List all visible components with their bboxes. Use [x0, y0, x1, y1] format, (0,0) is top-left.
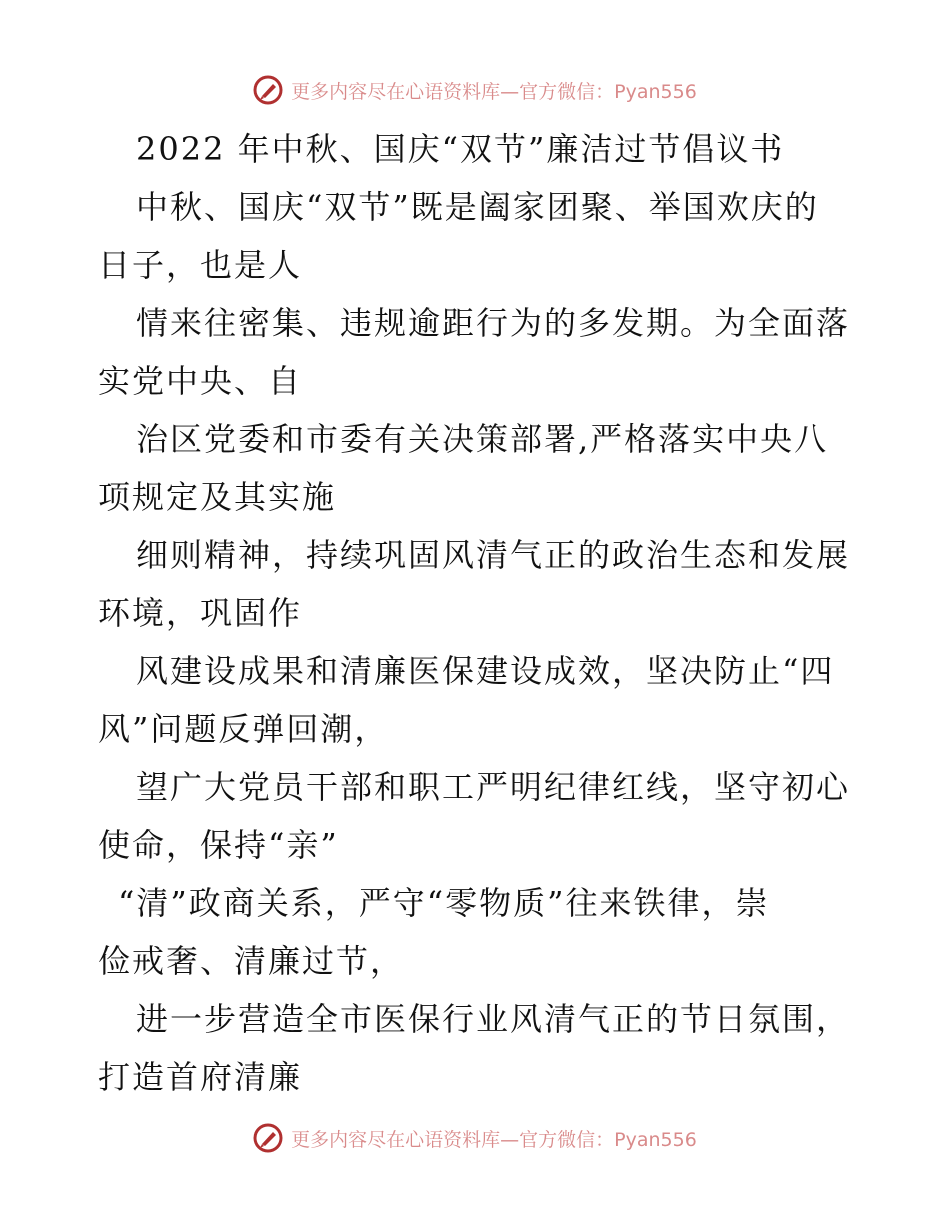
paragraph-line: 进一步营造全市医保行业风清气正的节日氛围，	[136, 1000, 851, 1038]
paragraph-line: 实党中央、自	[98, 362, 303, 400]
document-title: 2022 年中秋、国庆“双节”廉洁过节倡议书	[136, 130, 785, 168]
watermark-header	[0, 72, 950, 108]
paragraph-line: “清”政商关系，严守“零物质”往来铁律，崇	[118, 884, 770, 922]
paragraph-line: 俭戒奢、清廉过节，	[98, 942, 405, 980]
pen-circle-logo-icon	[253, 75, 283, 105]
paragraph-line: 日子，也是人	[98, 246, 303, 284]
paragraph-line: 治区党委和市委有关决策部署,严格落实中央八	[136, 420, 829, 458]
pen-circle-logo-icon	[253, 1123, 283, 1153]
document-body	[98, 120, 858, 1106]
paragraph-line: 中秋、国庆“双节”既是阖家团聚、举国欢庆的	[136, 188, 819, 226]
paragraph-line: 风”问题反弹回潮，	[98, 710, 389, 748]
paragraph-line: 情来往密集、违规逾距行为的多发期。为全面落	[136, 304, 851, 342]
paragraph-line: 打造首府清廉	[98, 1058, 303, 1096]
paragraph-line: 环境，巩固作	[98, 594, 303, 632]
paragraph-line: 项规定及其实施	[98, 478, 337, 516]
watermark-text: 更多内容尽在心语资料库—官方微信：Pyan556	[291, 1128, 697, 1151]
paragraph-line: 风建设成果和清廉医保建设成效，坚决防止“四	[136, 652, 835, 690]
paragraph-line: 望广大党员干部和职工严明纪律红线，坚守初心	[136, 768, 851, 806]
watermark-footer	[0, 1120, 950, 1156]
paragraph-line: 细则精神，持续巩固风清气正的政治生态和发展	[136, 536, 851, 574]
paragraph-line: 使命，保持“亲”	[98, 826, 339, 864]
watermark-text: 更多内容尽在心语资料库—官方微信：Pyan556	[291, 80, 697, 103]
